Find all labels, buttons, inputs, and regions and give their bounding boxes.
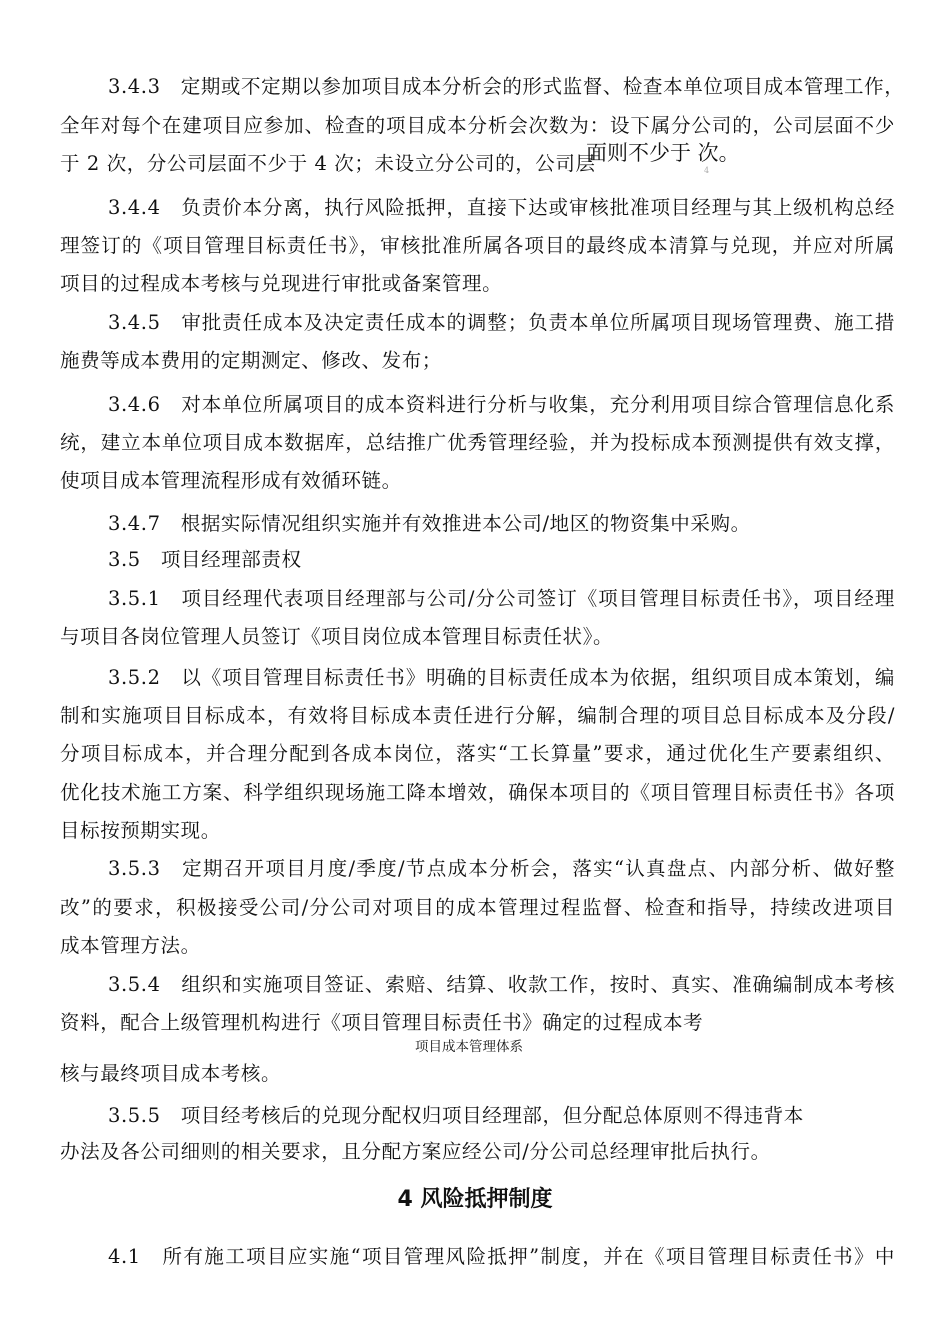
para-3-4-4-line2: 理签订的《项目管理目标责任书》，审核批准所属各项目的最终成本清算与兑现，并应对所属 [60,234,895,257]
section-4-heading: 4 风险抵押制度 [397,1187,553,1212]
para-3-4-4-line3: 项目的过程成本考核与兑现进行审批或备案管理。 [60,272,503,295]
para-3-5-2-line5: 目标按预期实现。 [60,819,221,842]
para-3-4-4-line1: 3.4.4 负责价本分离，执行风险抵押，直接下达或审核批准项目经理与其上级机构总经 [108,196,895,219]
para-3-5-1-line1: 3.5.1 项目经理代表项目经理部与公司/分公司签订《项目管理目标责任书》，项目经理 [108,587,895,610]
para-3-4-6-line2: 统，建立本单位项目成本数据库，总结推广优秀管理经验，并为投标成本预测提供有效支撑， [60,431,895,454]
para-3-5-5-line2: 办法及各公司细则的相关要求，且分配方案应经公司/分公司总经理审批后执行。 [60,1140,771,1163]
para-3-5-5-line1: 3.5.5 项目经考核后的兑现分配权归项目经理部，但分配总体原则不得违背本 [108,1104,804,1127]
para-3-4-3-line2: 全年对每个在建项目应参加、检查的项目成本分析会次数为：设下属分公司的，公司层面不少 [60,114,895,137]
para-3-4-5-line1: 3.4.5 审批责任成本及决定责任成本的调整；负责本单位所属项目现场管理费、施工措 [108,311,895,334]
para-3-4-7: 3.4.7 根据实际情况组织实施并有效推进本公司/地区的物资集中采购。 [108,512,751,535]
para-4-1-line1: 4.1 所有施工项目应实施“项目管理风险抵押”制度，并在《项目管理目标责任书》中 [108,1245,895,1268]
para-3-4-6-line1: 3.4.6 对本单位所属项目的成本资料进行分析与收集，充分利用项目综合管理信息化系 [108,393,895,416]
figure-caption: 项目成本管理体系 [415,1039,523,1055]
para-3-5-3-line1: 3.5.3 定期召开项目月度/季度/节点成本分析会，落实“认真盘点、内部分析、做好整 [108,857,895,880]
para-3-4-3-overlay-text: 面则不少于 次。 [586,141,740,165]
para-3-5-3-line3: 成本管理方法。 [60,934,201,957]
para-3-4-3-line1: 3.4.3 定期或不定期以参加项目成本分析会的形式监督、检查本单位项目成本管理工作， [108,75,905,98]
section-3-5-title: 3.5 项目经理部责权 [108,548,302,571]
para-3-5-2-line4: 优化技术施工方案、科学组织现场施工降本增效，确保本项目的《项目管理目标责任书》各项 [60,781,895,804]
para-3-5-4-line3: 核与最终项目成本考核。 [60,1062,282,1085]
para-3-5-4-line1: 3.5.4 组织和实施项目签证、索赔、结算、收款工作，按时、真实、准确编制成本考核 [108,973,895,996]
para-3-4-5-line2: 施费等成本费用的定期测定、修改、发布； [60,349,442,372]
para-3-4-3-line3: 于 2 次，分公司层面不少于 4 次；未设立分公司的，公司层 [60,152,596,175]
para-3-5-2-line2: 制和实施项目目标成本，有效将目标成本责任进行分解，编制合理的项目总目标成本及分段/ [60,704,895,727]
para-3-5-2-line1: 3.5.2 以《项目管理目标责任书》明确的目标责任成本为依据，组织项目成本策划，编 [108,666,895,689]
para-3-5-1-line2: 与项目各岗位管理人员签订《项目岗位成本管理目标责任状》。 [60,625,614,648]
para-3-4-6-line3: 使项目成本管理流程形成有效循环链。 [60,469,402,492]
para-3-5-2-line3: 分项目标成本，并合理分配到各成本岗位，落实“工长算量”要求，通过优化生产要素组织、 [60,742,895,765]
para-3-5-4-line2: 资料，配合上级管理机构进行《项目管理目标责任书》确定的过程成本考 [60,1011,704,1034]
para-3-5-3-line2: 改”的要求，积极接受公司/分公司对项目的成本管理过程监督、检查和指导，持续改进项目 [60,896,895,919]
footnote-mark: 4 [704,166,710,175]
